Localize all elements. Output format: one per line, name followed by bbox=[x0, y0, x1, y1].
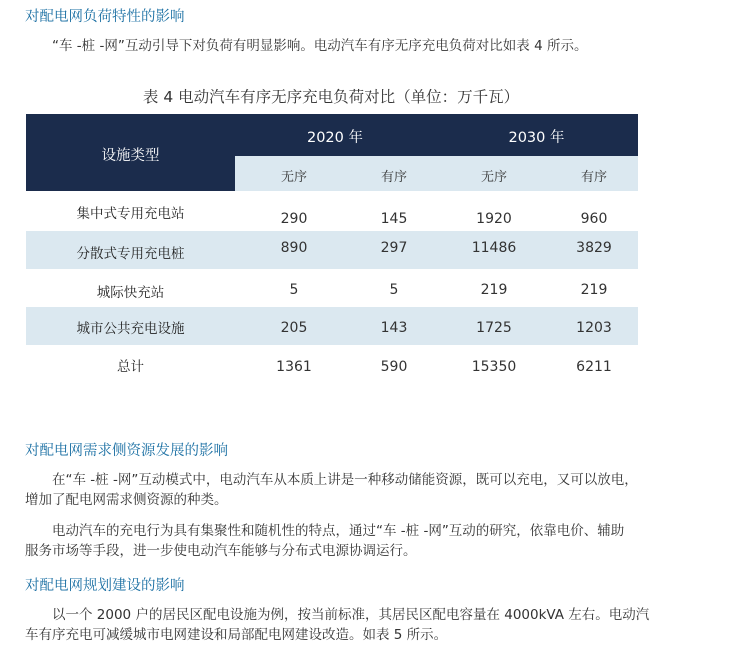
table-row-total bbox=[26, 345, 638, 390]
charging-load-table bbox=[26, 114, 638, 390]
cell-value: 11486 bbox=[471, 240, 517, 256]
cell-value: 960 bbox=[580, 211, 608, 227]
cell-value: 219 bbox=[480, 282, 508, 298]
cell-value: 145 bbox=[380, 211, 408, 227]
paragraph-load-intro: “车 -桩 -网”互动引导下对负荷有明显影响。电动汽车有序无序充电负荷对比如表 4 所示。 bbox=[52, 38, 588, 54]
header-year-2030: 2030 年 bbox=[508, 130, 565, 146]
cell-value: 3829 bbox=[576, 240, 612, 256]
cell-value: 219 bbox=[580, 282, 608, 298]
table-caption: 表 4 电动汽车有序无序充电负荷对比（单位：万千瓦） bbox=[142, 88, 520, 106]
table-row bbox=[26, 307, 638, 345]
section-title-planning: 对配电网规划建设的影响 bbox=[25, 578, 185, 594]
section-title-demand-side: 对配电网需求侧资源发展的影响 bbox=[25, 443, 228, 459]
table-row bbox=[26, 231, 638, 269]
paragraph-demand2-line2: 服务市场等手段，进一步使电动汽车能够与分布式电源协调运行。 bbox=[25, 543, 417, 559]
cell-value: 5 bbox=[389, 282, 399, 298]
paragraph-planning-line2: 车有序充电可减缓城市电网建设和局部配电网建设改造。如表 5 所示。 bbox=[25, 627, 448, 643]
row-label: 集中式专用充电站 bbox=[76, 206, 185, 222]
row-label-total: 总计 bbox=[117, 359, 144, 375]
cell-value: 297 bbox=[380, 240, 408, 256]
subheader-2020-ordered: 有序 bbox=[380, 170, 407, 185]
row-label: 分散式专用充电桩 bbox=[76, 246, 185, 262]
cell-value: 6211 bbox=[576, 359, 612, 375]
paragraph-planning-line1: 以一个 2000 户的居民区配电设施为例，按当前标准，其居民区配电容量在 4000kVA 左右。电动汽 bbox=[52, 607, 650, 623]
cell-value: 1725 bbox=[476, 320, 512, 336]
cell-value: 1920 bbox=[476, 211, 512, 227]
cell-value: 205 bbox=[280, 320, 308, 336]
cell-value: 290 bbox=[280, 211, 308, 227]
header-facility-type: 设施类型 bbox=[101, 148, 160, 164]
cell-value: 143 bbox=[380, 320, 408, 336]
row-label: 城市公共充电设施 bbox=[76, 321, 185, 337]
header-year-2020: 2020 年 bbox=[306, 130, 363, 146]
section-title-load-characteristics: 对配电网负荷特性的影响 bbox=[25, 9, 185, 25]
table-row bbox=[26, 191, 638, 231]
paragraph-demand2-line1: 电动汽车的充电行为具有集聚性和随机性的特点，通过“车 -桩 -网”互动的研究，依靠电价、辅助 bbox=[52, 523, 625, 539]
paragraph-demand-line2: 增加了配电网需求侧资源的种类。 bbox=[25, 492, 228, 508]
cell-value: 1203 bbox=[576, 320, 612, 336]
cell-value: 1361 bbox=[276, 359, 312, 375]
cell-value: 590 bbox=[380, 359, 408, 375]
cell-value: 15350 bbox=[471, 359, 517, 375]
row-label: 城际快充站 bbox=[96, 285, 165, 301]
paragraph-demand-line1: 在“车 -桩 -网”互动模式中，电动汽车从本质上讲是一种移动储能资源，既可以充电，又可以放电， bbox=[52, 472, 638, 488]
subheader-2020-unordered: 无序 bbox=[280, 170, 307, 185]
cell-value: 890 bbox=[280, 240, 308, 256]
table-row bbox=[26, 269, 638, 307]
subheader-2030-ordered: 有序 bbox=[580, 170, 607, 185]
cell-value: 5 bbox=[289, 282, 299, 298]
subheader-2030-unordered: 无序 bbox=[480, 170, 507, 185]
